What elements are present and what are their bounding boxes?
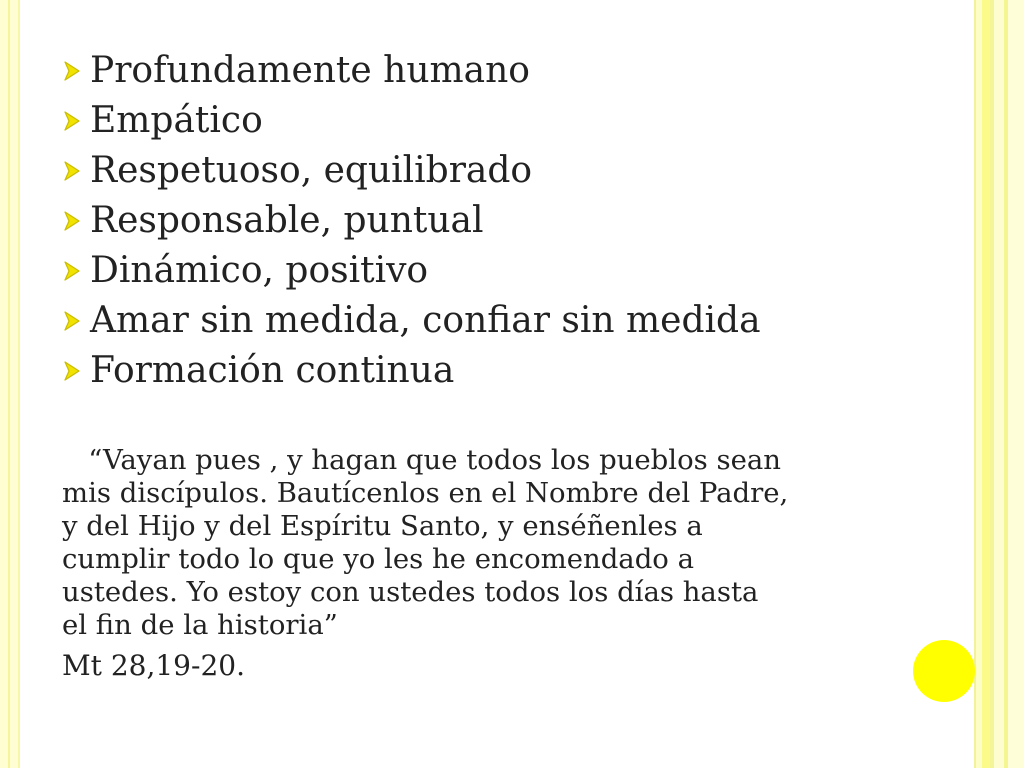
chevron-right-icon xyxy=(62,296,90,346)
quote-line: “Vayan pues , y hagan que todos los pueblos sean xyxy=(62,444,781,476)
bullet-item xyxy=(62,196,761,246)
chevron-right-icon xyxy=(62,96,90,146)
left-decorative-band xyxy=(0,0,20,768)
bullet-label: Dinámico, positivo xyxy=(90,250,429,291)
bullet-list xyxy=(62,46,761,396)
chevron-right-icon xyxy=(62,146,90,196)
bullet-label: Amar sin medida, confiar sin medida xyxy=(90,300,761,341)
bullet-item xyxy=(62,146,761,196)
bullet-label: Empático xyxy=(90,100,263,141)
quote-line: mis discípulos. Bautícenlos en el Nombre del Padre, xyxy=(62,477,789,509)
right-stripe xyxy=(982,0,990,768)
quote-line: ustedes. Yo estoy con ustedes todos los días hasta xyxy=(62,576,759,608)
chevron-right-icon xyxy=(62,46,90,96)
right-stripe xyxy=(1008,0,1024,768)
chevron-right-icon xyxy=(62,196,90,246)
bullet-item xyxy=(62,96,761,146)
scripture-reference: Mt 28,19-20. xyxy=(62,649,245,682)
scripture-quote xyxy=(62,444,902,642)
bullet-label: Profundamente humano xyxy=(90,50,530,91)
chevron-right-icon xyxy=(62,246,90,296)
quote-line: y del Hijo y del Espíritu Santo, y enséñenles a xyxy=(62,510,703,542)
yellow-circle-decoration xyxy=(913,640,975,702)
quote-line: cumplir todo lo que yo les he encomendado a xyxy=(62,543,694,575)
bullet-item xyxy=(62,296,761,346)
quote-line: el fin de la historia” xyxy=(62,609,338,641)
right-stripe xyxy=(994,0,1004,768)
bullet-item xyxy=(62,46,761,96)
bullet-label: Respetuoso, equilibrado xyxy=(90,150,533,191)
left-decorative-line xyxy=(8,0,10,768)
bullet-item xyxy=(62,246,761,296)
bullet-item xyxy=(62,346,761,396)
bullet-label: Responsable, puntual xyxy=(90,200,484,241)
chevron-right-icon xyxy=(62,346,90,396)
bullet-label: Formación continua xyxy=(90,350,455,391)
